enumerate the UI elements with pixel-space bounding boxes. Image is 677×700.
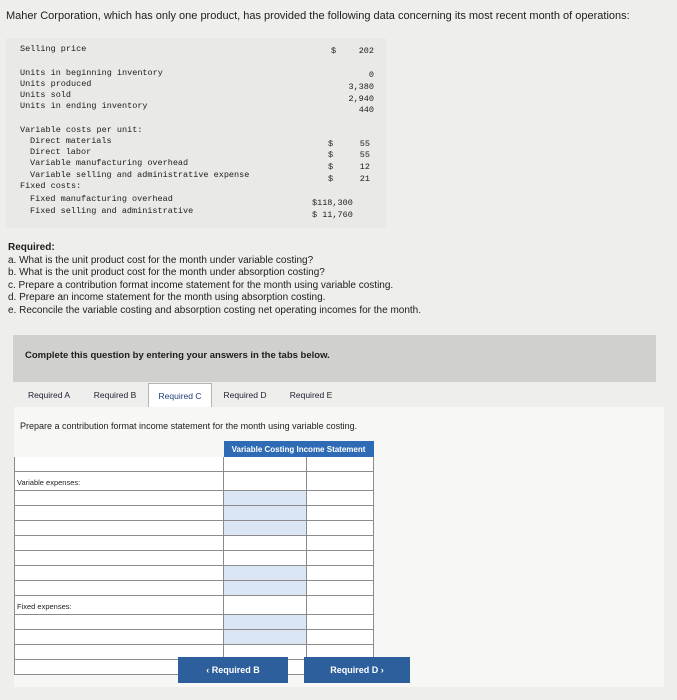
variable-sga-label: Variable selling and administrative expense	[30, 170, 250, 180]
row-amount-input[interactable]	[224, 596, 307, 615]
row-total-input[interactable]	[307, 615, 374, 630]
row-label-input[interactable]	[15, 457, 224, 472]
vsga-sign: $	[328, 174, 334, 184]
dl-sign: $	[328, 150, 334, 160]
row-total-input[interactable]	[307, 566, 374, 581]
fixed-moh-value: $118,300	[312, 198, 353, 208]
panel-instruction: Prepare a contribution format income statement for the month using variable costing.	[20, 421, 358, 431]
row-total-input[interactable]	[307, 551, 374, 566]
fixed-costs-header: Fixed costs:	[20, 181, 82, 191]
row-label-input[interactable]	[15, 581, 224, 596]
chevron-right-icon: ›	[378, 665, 384, 675]
units-produced-label: Units produced	[20, 79, 92, 89]
direct-labor-label: Direct labor	[30, 147, 92, 157]
tab-required-e[interactable]: Required E	[289, 390, 333, 400]
fixed-expenses-header	[15, 596, 224, 615]
tab-required-c[interactable]: Required C	[148, 383, 212, 408]
fixed-moh-label: Fixed manufacturing overhead	[30, 194, 173, 204]
row-total-input[interactable]	[307, 506, 374, 521]
income-statement-table	[14, 441, 374, 675]
required-item-d: d. Prepare an income statement for the month using absorption costing.	[8, 292, 326, 303]
selling-price-sign: $	[331, 46, 337, 56]
vmoh-value: 12	[359, 162, 370, 172]
selling-price-value: 202	[358, 46, 374, 56]
header-spacer	[15, 442, 224, 457]
row-total-input[interactable]	[307, 472, 374, 491]
row-total-input[interactable]	[307, 596, 374, 615]
problem-intro: Maher Corporation, which has only one product, has provided the following data concerning its most recent month of operations:	[6, 10, 630, 22]
row-label-input[interactable]	[15, 551, 224, 566]
required-heading: Required:	[8, 242, 55, 253]
chevron-left-icon: ‹	[206, 665, 212, 675]
tab-required-a[interactable]: Required A	[27, 390, 71, 400]
fixed-expenses-label: Fixed expenses:	[17, 602, 72, 611]
units-ending-value: 440	[358, 105, 374, 115]
previous-button-label: Required B	[211, 665, 260, 675]
required-item-b: b. What is the unit product cost for the month under absorption costing?	[8, 267, 325, 278]
tab-required-b[interactable]: Required B	[93, 390, 137, 400]
row-amount-input[interactable]	[224, 521, 307, 536]
required-item-c: c. Prepare a contribution format income statement for the month using variable costing.	[8, 279, 394, 291]
direct-materials-label: Direct materials	[30, 136, 112, 146]
selling-price-label: Selling price	[20, 44, 87, 54]
required-item-e: e. Reconcile the variable costing and absorption costing net operating incomes for the month.	[8, 304, 422, 316]
units-ending-label: Units in ending inventory	[20, 101, 148, 111]
previous-button[interactable]	[178, 657, 288, 683]
dm-value: 55	[359, 139, 370, 149]
units-beginning-label: Units in beginning inventory	[20, 68, 163, 78]
units-beginning-value: 0	[368, 70, 374, 80]
row-amount-input[interactable]	[224, 630, 307, 645]
row-label-input[interactable]	[15, 521, 224, 536]
row-amount-input[interactable]	[224, 566, 307, 581]
instruction-banner	[13, 335, 656, 382]
income-statement-title: Variable Costing Income Statement	[224, 442, 374, 457]
variable-costs-header: Variable costs per unit:	[20, 125, 143, 135]
row-amount-input[interactable]	[224, 491, 307, 506]
units-sold-label: Units sold	[20, 90, 72, 100]
data-table	[6, 38, 386, 228]
tab-required-d[interactable]: Required D	[223, 390, 267, 400]
row-amount-input[interactable]	[224, 536, 307, 551]
row-label-input[interactable]	[15, 536, 224, 551]
dl-value: 55	[359, 150, 370, 160]
row-label-input[interactable]	[15, 630, 224, 645]
variable-moh-label: Variable manufacturing overhead	[30, 158, 189, 168]
fixed-sga-label: Fixed selling and administrative	[30, 206, 194, 216]
row-amount-input[interactable]	[224, 457, 307, 472]
variable-expenses-header	[15, 472, 224, 491]
row-amount-input[interactable]	[224, 472, 307, 491]
row-total-input[interactable]	[307, 536, 374, 551]
units-sold-value: 2,940	[348, 94, 374, 104]
row-total-input[interactable]	[307, 457, 374, 472]
tab-panel	[14, 407, 664, 687]
row-label-input[interactable]	[15, 566, 224, 581]
row-label-input[interactable]	[15, 615, 224, 630]
row-total-input[interactable]	[307, 521, 374, 536]
row-amount-input[interactable]	[224, 506, 307, 521]
required-section	[8, 242, 421, 317]
row-label-input[interactable]	[15, 491, 224, 506]
row-amount-input[interactable]	[224, 615, 307, 630]
row-label-input[interactable]	[15, 506, 224, 521]
units-produced-value: 3,380	[348, 82, 374, 92]
row-amount-input[interactable]	[224, 581, 307, 596]
next-button-label: Required D	[330, 665, 379, 675]
row-total-input[interactable]	[307, 581, 374, 596]
variable-expenses-label: Variable expenses:	[17, 478, 81, 487]
instruction-text: Complete this question by entering your answers in the tabs below.	[25, 350, 330, 361]
required-item-a: a. What is the unit product cost for the month under variable costing?	[8, 254, 314, 266]
row-total-input[interactable]	[307, 630, 374, 645]
fixed-sga-value: $ 11,760	[312, 210, 353, 220]
dm-sign: $	[328, 139, 334, 149]
next-button[interactable]	[304, 657, 410, 683]
vsga-value: 21	[359, 174, 370, 184]
row-amount-input[interactable]	[224, 551, 307, 566]
vmoh-sign: $	[328, 162, 334, 172]
row-total-input[interactable]	[307, 491, 374, 506]
